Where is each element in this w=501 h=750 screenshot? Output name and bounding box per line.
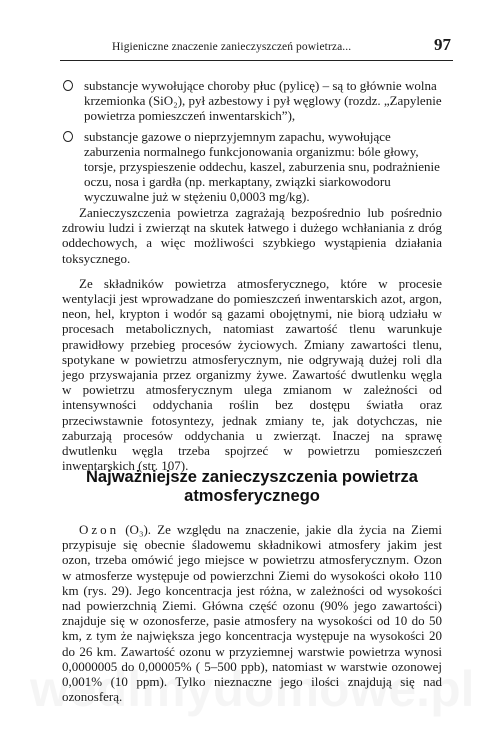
paragraph [62,522,442,704]
paragraph: Ze składników powietrza atmosferycznego, które w procesie wentylacji jest wprowadzane do pomieszczeń inwentarskich azot, argon, neon, hel, krypton i wodór są gazami obojętnymi, nie biorą udziału w procesach metabolicznych, natomiast zawartość tlenu warunkuje prawidłowy przebieg procesów życiowych. Zmiany zawartości tlenu, spotykane w powietrzu atmosferycznym, nie odgrywają dużej roli dla jego przyswajania przez organizmy żywe. Zawartość dwutlenku węgla w powietrzu atmosferycznym ulega zmianom w zależności od intensywności oddychania roślin bez dostępu światła oraz przeciwstawnie fotosyntezy, jednak zmiany te, jak dotychczas, nie zaburzają procesów oddychania u zwierząt. Inaczej na sprawę dwutlenku węgla trzeba spojrzeć w powietrzu pomieszczeń inwentarskich (str. 107). [62,275,442,474]
list-item [62,78,442,124]
body-text [62,205,442,483]
section-heading [60,468,444,506]
section-heading-line: atmosferycznego [184,487,320,505]
section-heading-line: Najważniejsze zanieczyszczenia powietrza [86,468,418,486]
circle-bullet-icon [63,131,73,142]
ozone-term: Ozon [79,522,120,537]
circle-bullet-icon [63,80,73,91]
paragraph: Zanieczyszczenia powietrza zagrażają bezpośrednio lub pośrednio zdrowiu ludzi i zwierząt na skutek łatwego i dużego wchłaniania z dróg oddechowych, a więc możliwości szybkiego wystąpienia działania toksycznego. [62,205,442,266]
bullet-list [62,78,442,210]
running-header [60,34,453,61]
list-item-text: substancje gazowe o nieprzyjemnym zapachu, wywołujące zaburzenia normalnego funkcjonowania organizmu: bóle głowy, torsje, przyspieszenie oddechu, kaszel, zaburzenia snu, podrażnienie oczu, nosa i gardła (np. merkaptany, związki siarkowodoru wyczuwalne już w stężeniu 0,0003 mg/kg). [84,128,440,205]
header-title: Higieniczne znaczenie zanieczyszczeń powietrza... [112,41,352,53]
page-number: 97 [434,35,451,54]
ozone-text: (O₃). Ze względu na znaczenie, jakie dla życia na Ziemi przypisuje się obecnie śladowemu składnikowi atmosfery jakim jest ozon, trzeba omówić jego miejsce w powietrzu atmosferycznym. Ozon w atmosferze występuje od powierzchni Ziemi do wysokości około 110 km (rys. 29). Jego koncentracja jest różna, w zależności od wysokości nad powierzchnią Ziemi. Główna część ozonu (90% jego zawartości) znajduje się w ozonosferze, pasie atmosfery na wysokości od 10 do 50 km, z tym że największa jego koncentracja występuje na wysokości 20 do 26 km. Zawartość ozonu w przyziemnej warstwie powietrza wynosi 0,0000005 do 0,00005% ( 5–500 ppb), natomiast w warstwie ozonowej 0,001% (10 ppm). Tylko nieznaczne jego ilości znajdują się nad ozonosferą. [62,522,442,705]
list-item [62,129,442,205]
list-item-text: substancje wywołujące choroby płuc (pylicę) – są to głównie wolna krzemionka (SiO₂), pył azbestowy i pył węglowy (rozdz. „Zapylenie powietrza pomieszczeń inwentarskich”), [84,78,442,124]
ozone-section [62,522,442,704]
